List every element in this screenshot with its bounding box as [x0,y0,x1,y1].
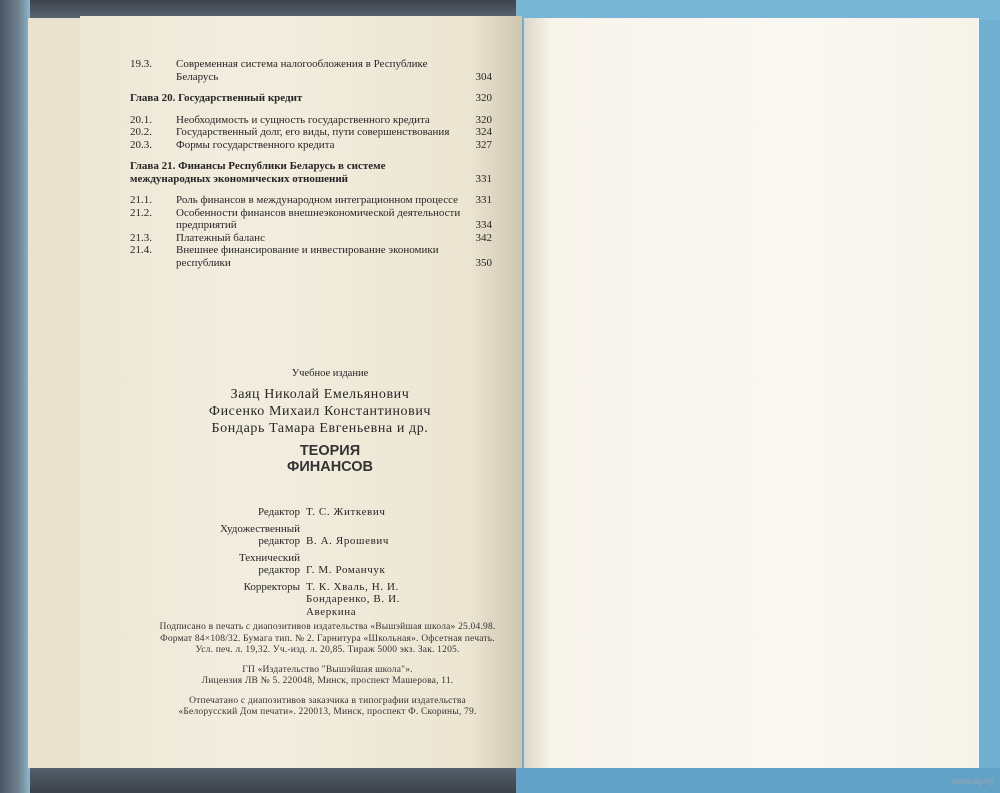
staff-role: Корректоры [243,580,300,593]
toc-page: 331 [475,172,492,185]
toc-entry [130,114,492,127]
toc-number: 19.3. [130,58,152,70]
toc-chapter [130,92,492,105]
author-name: Бондарь Тамара Евгеньевна и др. [211,421,429,436]
toc-chapter [130,160,492,185]
toc-title: Необходимость и сущность государственного кредита [176,113,430,126]
staff-person: Г. М. Романчук [306,564,386,576]
toc-title: Роль финансов в международном интеграционном процессе [176,194,458,206]
toc-entry [130,58,492,83]
toc-number: 20.1. [130,113,152,126]
pub-line: Формат 84×108/32. Бумага тип. № 2. Гарнитура «Школьная». Офсетная печать. [160,633,495,644]
toc-chapter-title: Глава 20. Государственный кредит [130,92,303,104]
toc-page: 320 [475,113,492,126]
toc-entry [130,244,492,269]
book-cover-left [0,0,30,793]
pub-line: Подписано в печать с диапозитивов издательства «Вышэйшая школа» 25.04.98. [159,622,496,632]
toc-page: 342 [475,231,492,244]
toc-number: 20.2. [130,126,152,138]
toc-page: 334 [475,219,492,231]
toc-page: 324 [475,126,492,138]
pub-line: Отпечатано с диапозитивов заказчика в типографии издательства [189,695,466,706]
toc-entry [130,232,492,245]
toc-number: 21.4. [130,244,152,256]
toc-number: 21.1. [130,194,152,206]
watermark: www.ay.by [951,776,994,786]
toc-entry [130,194,492,207]
staff-row [200,523,460,548]
edition-type: Учебное издание [291,368,369,379]
toc-title: Внешнее финансирование и инвестирование экономики республики [176,244,439,269]
book-title-line: ФИНАНСОВ [286,459,374,475]
right-page-blank [524,18,979,768]
pub-line: «Белорусский Дом печати». 220013, Минск, проспект Ф. Скорины, 79. [178,707,477,717]
staff-role: Художественный редактор [220,522,300,547]
pub-line: Лицензия ЛВ № 5. 220048, Минск, проспект Машерова, 11. [201,676,454,686]
toc-entry [130,207,492,232]
toc-number: 21.2. [130,206,152,219]
book-title [180,443,480,475]
toc-page: 327 [475,138,492,151]
toc-number: 20.3. [130,138,152,151]
staff-role: Технический редактор [239,551,300,576]
toc-page: 304 [475,70,492,83]
endpaper-left [28,18,88,768]
toc-page: 350 [475,256,492,269]
staff-person: Т. К. Хваль, Н. И. Бондаренко, В. И. Аверкина [306,580,400,618]
toc-entry [130,139,492,152]
editorial-staff [200,506,460,622]
staff-person: В. А. Ярошевич [306,535,389,547]
pub-line: Усл. печ. л. 19,32. Уч.-изд. л. 20,85. Тираж 5000 экз. Зак. 1205. [195,645,460,655]
table-of-contents [130,58,492,269]
toc-chapter-title: Глава 21. Финансы Республики Беларусь в системе международных экономических отношений [130,160,386,185]
publication-details [135,622,520,719]
book-title-line: ТЕОРИЯ [299,443,361,459]
author-name: Заяц Николай Емельянович [230,387,410,402]
book-cover-right-top [516,0,1000,20]
toc-entry [130,126,492,139]
toc-title: Государственный долг, его виды, пути совершенствования [176,126,450,138]
toc-title: Платежный баланс [176,231,265,244]
staff-row [200,506,460,519]
authors-block [170,386,470,437]
toc-page: 320 [475,92,492,104]
staff-row [200,552,460,577]
toc-page: 331 [475,194,492,206]
toc-title: Современная система налогообложения в Республике Беларусь [176,58,428,83]
toc-title: Особенности финансов внешнеэкономической деятельности предприятий [176,206,461,231]
author-name: Фисенко Михаил Константинович [208,404,432,419]
toc-title: Формы государственного кредита [176,138,335,151]
staff-person: Т. С. Житкевич [306,506,386,518]
staff-role: Редактор [257,506,300,518]
book-cover-right-bottom [516,768,1000,793]
toc-number: 21.3. [130,231,152,244]
staff-row [200,581,460,619]
pub-line: ГП «Издательство "Вышэйшая школа"». [242,664,413,675]
